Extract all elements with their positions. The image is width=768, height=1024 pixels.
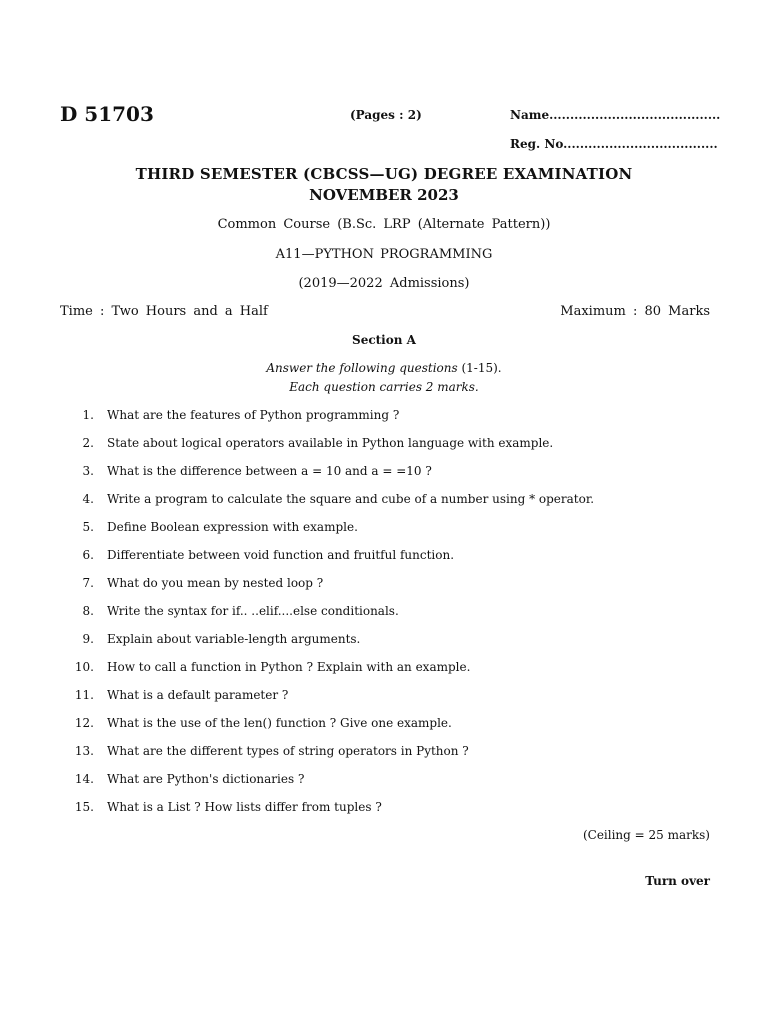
question-text: What is a default parameter ? [107,688,289,702]
course-name: Common Course (B.Sc. LRP (Alternate Pattern)) [217,217,551,232]
question-text: How to call a function in Python ? Explain with an example. [107,660,471,674]
question-number: 12. [74,716,94,730]
question-text: What are Python's dictionaries ? [107,772,305,786]
turn-over-note: Turn over [645,874,710,888]
question-number: 15. [74,800,94,814]
section-instruction [0,361,768,375]
question-text: What do you mean by nested loop ? [107,576,324,590]
exam-duration: Time : Two Hours and a Half [60,304,268,319]
reg-no-field: Reg. No..................................... [510,137,718,151]
question-text: What is the use of the len() function ? Give one example. [107,716,452,730]
question-number: 14. [74,772,94,786]
admissions-years: (2019—2022 Admissions) [298,276,470,291]
question-text: What is the difference between a = 10 and a = =10 ? [107,464,432,478]
question-text: Define Boolean expression with example. [107,520,358,534]
ceiling-note: (Ceiling = 25 marks) [582,828,710,842]
question-number: 4. [82,492,94,506]
page-count: (Pages : 2) [350,108,422,122]
subject-name: A11—PYTHON PROGRAMMING [275,247,493,262]
question-text: Write a program to calculate the square and cube of a number using * operator. [107,492,595,506]
paper-code: D 51703 [60,102,154,126]
name-field: Name......................................... [510,108,721,122]
instruction-range: (1-15). [457,361,502,375]
maximum-marks: Maximum : 80 Marks [560,304,710,319]
exam-title: THIRD SEMESTER (CBCSS—UG) DEGREE EXAMINATION [135,165,633,183]
question-text: Differentiate between void function and fruitful function. [107,548,455,562]
question-text: What are the features of Python programming ? [107,408,400,422]
section-title: Section A [352,333,416,347]
question-number: 3. [82,464,94,478]
question-text: What are the different types of string operators in Python ? [107,744,469,758]
question-text: Write the syntax for if.. ..elif....else conditionals. [107,604,399,618]
question-number: 2. [82,436,94,450]
question-number: 7. [82,576,94,590]
question-text: Explain about variable-length arguments. [107,632,361,646]
question-number: 5. [82,520,94,534]
question-number: 11. [74,688,94,702]
question-number: 8. [82,604,94,618]
question-number: 9. [82,632,94,646]
question-text: State about logical operators available in Python language with example. [107,436,554,450]
question-text: What is a List ? How lists differ from tuples ? [107,800,382,814]
question-number: 1. [82,408,94,422]
question-number: 6. [82,548,94,562]
question-number: 10. [74,660,94,674]
exam-month: NOVEMBER 2023 [309,186,459,204]
question-number: 13. [74,744,94,758]
marks-instruction: Each question carries 2 marks. [289,380,479,394]
instruction-text: Answer the following questions [266,361,458,375]
